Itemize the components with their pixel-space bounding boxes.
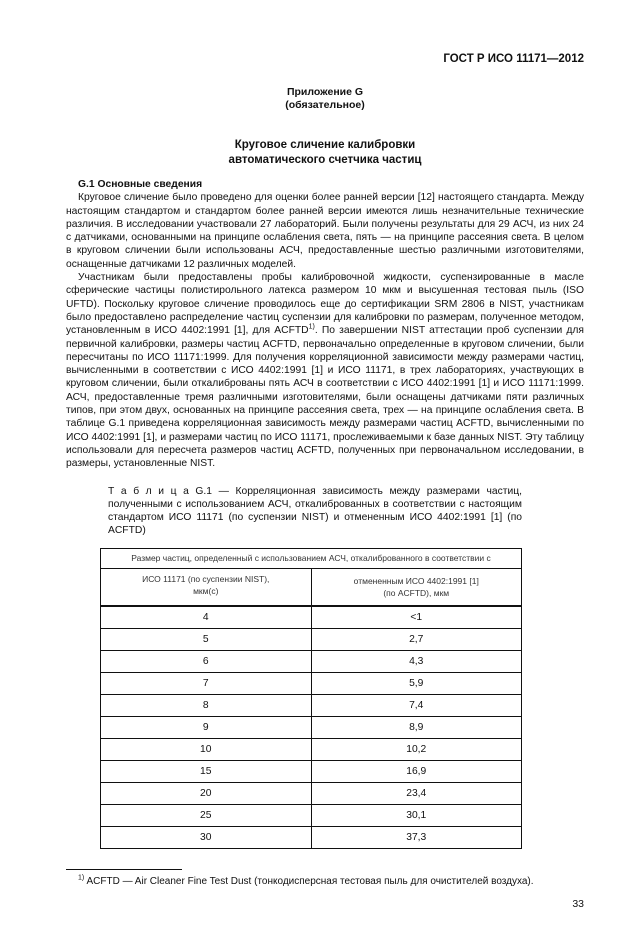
table-row bbox=[101, 760, 522, 782]
heading-line2: автоматического счетчика частиц bbox=[228, 154, 422, 166]
group-header: Размер частиц, определенный с использованием АСЧ, откалиброванного в соответствии с bbox=[101, 548, 522, 568]
table-row bbox=[101, 804, 522, 826]
correlation-table bbox=[100, 548, 522, 849]
cell-iso4402: 23,4 bbox=[311, 782, 522, 804]
section-heading: G.1 Основные сведения bbox=[78, 179, 203, 190]
cell-iso11171: 15 bbox=[101, 760, 312, 782]
footnote-text: ACFTD — Air Cleaner Fine Test Dust (тонкодисперсная тестовая пыль для очистителей воздуха). bbox=[84, 875, 534, 887]
cell-iso4402: 8,9 bbox=[311, 716, 522, 738]
footnote bbox=[78, 875, 584, 888]
cell-iso4402: <1 bbox=[311, 606, 522, 629]
paragraph-text: . По завершении NIST аттестации проб суспензии для первичной калибровки, размеры частиц ACFTD, первоначально определенные в круговом сличении, были пересчитаны по ИСО 11171:1999. Для получения корреляционной зависимости между размерами частиц, вычисленными в соответствии с ИСО 4402:1991 [1] и ИСО 11171, в трех лабораториях, участвующих в круговом сличении, были откалиброваны пять АСЧ в соответствии с ИСО 4402:1991 [1] и ИСО 11171:1999. АСЧ, предоставленные тремя различными изготовителями, были оснащены датчиками пяти различных типов, при этом двух, основанных на принципе рассеяния света, трех — на принципе ослабления света. В таблице G.1 приведена корреляционная зависимость между размерами частиц ACFTD, вычисленными по ИСО 4402:1991 [1], и размерами частиц по ИСО 11171, прослеживаемыми к базе данных NIST. Эту таблицу использовали для пересчета размеров частиц ACFTD, полученных при первоначальном исследовании, в размеры, установленные NIST. bbox=[66, 325, 584, 470]
footnote-ref: 1) bbox=[308, 323, 315, 331]
table-row bbox=[101, 782, 522, 804]
cell-iso4402: 7,4 bbox=[311, 694, 522, 716]
cell-iso4402: 2,7 bbox=[311, 628, 522, 650]
table-row bbox=[101, 694, 522, 716]
cell-iso11171: 9 bbox=[101, 716, 312, 738]
cell-iso11171: 30 bbox=[101, 826, 312, 848]
cell-iso4402: 5,9 bbox=[311, 672, 522, 694]
table-row bbox=[101, 650, 522, 672]
annex-status: (обязательное) bbox=[285, 99, 365, 111]
annex-title: Приложение G bbox=[286, 86, 364, 98]
heading-line1: Круговое сличение калибровки bbox=[234, 139, 416, 151]
cell-iso11171: 20 bbox=[101, 782, 312, 804]
cell-iso4402: 16,9 bbox=[311, 760, 522, 782]
footnote-mark: 1) bbox=[78, 874, 85, 882]
cell-iso4402: 4,3 bbox=[311, 650, 522, 672]
table-row bbox=[101, 716, 522, 738]
page-number: 33 bbox=[572, 897, 584, 910]
table-row bbox=[101, 606, 522, 629]
cell-iso11171: 4 bbox=[101, 606, 312, 629]
body-text bbox=[66, 178, 584, 471]
cell-iso11171: 25 bbox=[101, 804, 312, 826]
standard-header: ГОСТ Р ИСО 11171—2012 bbox=[443, 53, 584, 65]
table-row bbox=[101, 826, 522, 848]
cell-iso11171: 7 bbox=[101, 672, 312, 694]
table-row bbox=[101, 672, 522, 694]
paragraph: Круговое сличение было проведено для оценки более ранней версии [12] настоящего стандарта. Между настоящим стандартом и стандартом более ранней версии имеются лишь незначительные технические различия. В исследовании участвовали 27 лабораторий. Были получены результаты для 29 АСЧ, из них 24 с датчиками, основанными на принципе ослабления света, пять — на принципе рассеяния света. В целом в круговом сличении были использованы АСЧ, предоставленные шестью различными изготовителями, оснащенные датчиками 12 различных моделей. bbox=[66, 192, 584, 270]
footnote-separator bbox=[66, 869, 182, 870]
col-header-iso4402: отмененным ИСО 4402:1991 [1] (по ACFTD), мкм bbox=[311, 568, 522, 606]
cell-iso11171: 8 bbox=[101, 694, 312, 716]
cell-iso11171: 10 bbox=[101, 738, 312, 760]
cell-iso11171: 5 bbox=[101, 628, 312, 650]
paragraph bbox=[66, 271, 584, 470]
cell-iso4402: 30,1 bbox=[311, 804, 522, 826]
col-header-iso11171: ИСО 11171 (по суспензии NIST), мкм(c) bbox=[101, 568, 312, 606]
cell-iso11171: 6 bbox=[101, 650, 312, 672]
cell-iso4402: 37,3 bbox=[311, 826, 522, 848]
table-row bbox=[101, 628, 522, 650]
paragraph-text: Участникам были предоставлены пробы калибровочной жидкости, суспензированные в масле сферические частицы полистирольного латекса размером 10 мкм и высушенная тестовая пыль (ISO UFTD). Поскольку круговое сличение проводилось еще до сертификации SRM 2806 в NIST, участникам было предоставлено распределение частиц суспензии для калибровки по размерам, полученное методом, установленным в ИСО 4402:1991 [1], для ACFTD bbox=[66, 272, 584, 337]
table-row bbox=[101, 738, 522, 760]
table-caption: Т а б л и ц а G.1 — Корреляционная зависимость между размерами частиц, полученными с использованием АСЧ, откалиброванных в соответствии с настоящим стандартом ИСО 11171 (по суспензии NIST) и отмененным ИСО 4402:1991 [1] (по ACFTD) bbox=[108, 485, 522, 537]
cell-iso4402: 10,2 bbox=[311, 738, 522, 760]
